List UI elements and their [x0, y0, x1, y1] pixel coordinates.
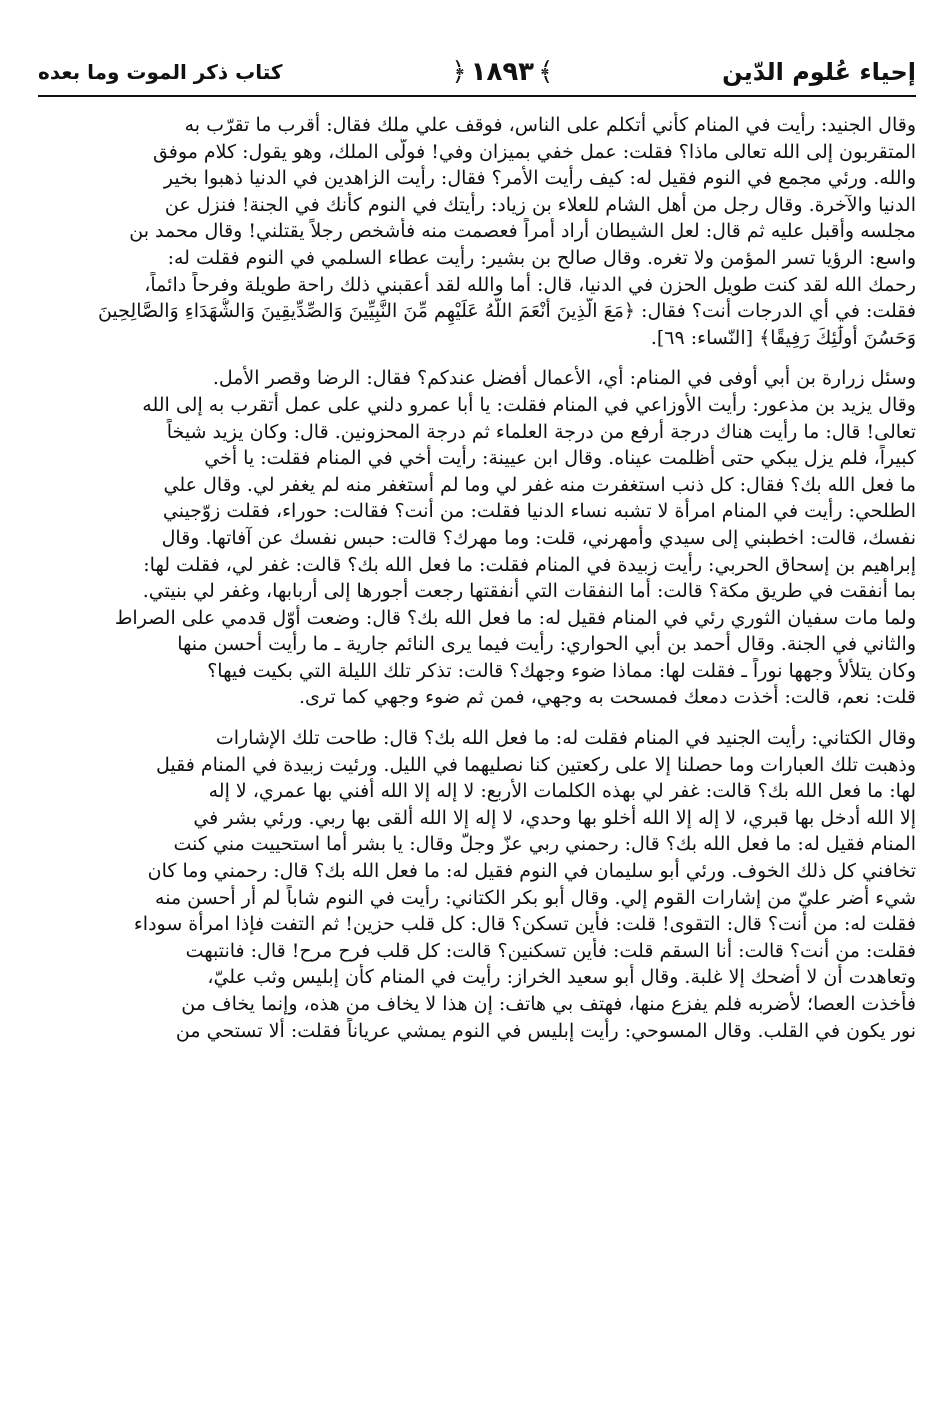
text-line: رحمك الله لقد كنت طويل الحزن في الدنيا، قال: أما والله لقد أعقبني ذلك راحة طويلة وفرحاً دائماً،: [144, 273, 916, 296]
text-line: فأخذت العصا؛ لأضربه فلم يفزع منها، فهتف بي هاتف: إن هذا لا يخاف من هذه، وإنما يخاف من: [181, 993, 916, 1015]
text-line: نفسك، قالت: اخطبني إلى سيدي وأمهرني، قلت: وما مهرك؟ قالت: حبس نفسك عن آفاتها. وقال: [161, 526, 916, 549]
ornament-bracket-left: ﴿: [451, 57, 467, 87]
text-line: وقال الجنيد: رأيت في المنام كأني أتكلم على الناس، فوقف علي ملك فقال: أقرب ما تقرّب به: [184, 114, 916, 136]
page-number: ١٨٩٣: [470, 57, 535, 87]
paragraph-gap: [38, 351, 916, 365]
text-line: والله. ورئي مجمع في النوم فقيل له: كيف رأيت الأمر؟ فقال: رأيت الزاهدين في الدنيا ذهبوا بخير: [163, 167, 916, 190]
text-line: كبيراً، فلم يزل يبكي حتى أظلمت عيناه. وقال ابن عيينة: رأيت أخي في المنام فقلت: يا أخي: [204, 447, 916, 470]
text-line: تخافني كل ذلك الخوف. ورئي أبو سليمان في النوم فقيل له: ما فعل الله بك؟ قال: رحمني وما كان: [147, 860, 916, 883]
text-line: الطلحي: رأيت في المنام امرأة لا تشبه نساء الدنيا فقلت: من أنت؟ فقالت: حوراء، فقلت زوّجيني: [162, 500, 916, 523]
text-line: تعالى! قال: ما رأيت هناك درجة أرفع من درجة العلماء ثم درجة المحزونين. قال: وكان يزيد شيخاً: [166, 420, 916, 443]
text-line: فقلت له: من أنت؟ قال: التقوى! قلت: فأين تسكن؟ قال: كل قلب حزين! ثم التفت فإذا امرأة سوداء: [133, 913, 916, 936]
text-line: إبراهيم بن إسحاق الحربي: رأيت زبيدة في المنام فقلت: ما فعل الله بك؟ قالت: غفر لي، فقلت لها:: [143, 553, 916, 576]
paragraph: [38, 725, 916, 1044]
ornament-bracket-right: ﴾: [538, 57, 554, 87]
paragraph: [38, 112, 916, 351]
text-line: والثاني في الجنة. وقال أحمد بن أبي الحواري: رأيت فيما يرى النائم جارية ـ ما رأيت أحسن منها: [177, 633, 916, 656]
text-line: وقال الكتاني: رأيت الجنيد في المنام فقلت له: ما فعل الله بك؟ قال: طاحت تلك الإشارات: [215, 727, 916, 750]
text-line: وتعاهدت أن لا أضحك إلا غلبة. وقال أبو سعيد الخراز: رأيت في المنام كأن إبليس وثب عليّ،: [207, 966, 916, 989]
text-line: فقلت: في أي الدرجات أنت؟ فقال: ﴿مَعَ الَّذِينَ أَنْعَمَ اللَّهُ عَلَيْهِم مِّنَ النَّبِيِّينَ وَالصِّدِّيقِينَ وَالشُّهَدَاءِ وَالصَّالِحِينَ: [97, 300, 916, 323]
page-number-block: [447, 57, 557, 87]
paragraph: [38, 365, 916, 711]
text-line: المنام فقيل له: ما فعل الله بك؟ قال: رحمني ربي عزّ وجلّ وقال: يا بشر أما استحييت مني كنت: [173, 833, 916, 856]
chapter-title: كتاب ذكر الموت وما بعده: [38, 60, 283, 84]
text-line: وَحَسُنَ أُولَٰئِكَ رَفِيقًا﴾ [النّساء: ٦٩].: [650, 326, 916, 349]
text-line: وسئل زرارة بن أبي أوفى في المنام: أي، الأعمال أفضل عندكم؟ فقال: الرضا وقصر الأمل.: [212, 367, 916, 390]
header-divider: [38, 95, 916, 97]
text-line: الدنيا والآخرة. وقال رجل من أهل الشام للعلاء بن زياد: رأيتك في النوم كأنك في الجنة! فنزل عن: [164, 193, 916, 216]
text-line: ولما مات سفيان الثوري رئي في المنام فقيل له: ما فعل الله بك؟ قال: وضعت أوّل قدمي على الصراط: [114, 606, 916, 629]
text-line: لها: ما فعل الله بك؟ قالت: غفر لي بهذه الكلمات الأربع: لا إله إلا الله أفني بها عمري، لا إله: [208, 780, 916, 803]
text-line: نور يكون في القلب. وقال المسوحي: رأيت إبليس في النوم يمشي عرياناً فقلت: ألا تستحي من: [175, 1019, 916, 1042]
text-line: قلت: نعم، قالت: أخذت دمعك فمسحت به وجهي، فمن ثم ضوء وجهي كما ترى.: [298, 686, 916, 709]
text-line: إلا الله أدخل بها قبري، لا إله إلا الله أخلو بها وحدي، لا إله إلا الله ألقى بها ربي. ورئي بشر في: [193, 806, 916, 829]
text-line: وذهبت تلك العبارات وما حصلنا إلا على ركعتين كنا نصليهما في الليل. ورئيت زبيدة في المنام فقيل: [156, 753, 916, 776]
paragraph-gap: [38, 711, 916, 725]
text-line: مجلسه وأقبل عليه ثم قال: لعل الشيطان أراد أمراً فعصمت منه فأشخص رجلاً يقتلني! وقال محمد بن: [129, 220, 916, 243]
text-line: وقال يزيد بن مذعور: رأيت الأوزاعي في المنام فقلت: يا أبا عمرو دلني على عمل أتقرب به إلى الله: [142, 393, 916, 416]
text-line: وكان يتلألأ وجهها نوراً ـ فقلت لها: مماذا ضوء وجهك؟ قالت: تذكر تلك الليلة التي بكيت فيها؟: [207, 659, 916, 682]
page-header: [38, 52, 916, 92]
text-line: ما فعل الله بك؟ فقال: كل ذنب استغفرت منه غفر لي وما لم أستغفر منه لم يغفر لي. وقال علي: [163, 473, 916, 496]
text-line: فقلت: من أنت؟ قالت: أنا السقم قلت: فأين تسكنين؟ قالت: كل قلب فرح مرح! قال: فانتبهت: [185, 939, 916, 962]
text-line: بما أنفقت في طريق مكة؟ قالت: أما النفقات التي أنفقتها رجعت أجورها إلى أربابها، وغفر لي بنيتي.: [142, 580, 916, 603]
page-body: [38, 112, 916, 1044]
text-line: شيء أضر عليّ من إشارات القوم إلي. وقال أبو بكر الكتاني: رأيت في النوم شاباً لم أر أحسن منه: [155, 886, 916, 909]
text-line: واسع: الرؤيا تسر المؤمن ولا تغره. وقال صالح بن بشير: رأيت عطاء السلمي في النوم فقلت له:: [167, 246, 916, 269]
text-line: المتقربون إلى الله تعالى ماذا؟ فقلت: عمل خفي بميزان وفي! فولّى الملك، وهو يقول: كلام موفق: [152, 140, 916, 163]
book-title: إحياء عُلوم الدّين: [722, 58, 916, 86]
